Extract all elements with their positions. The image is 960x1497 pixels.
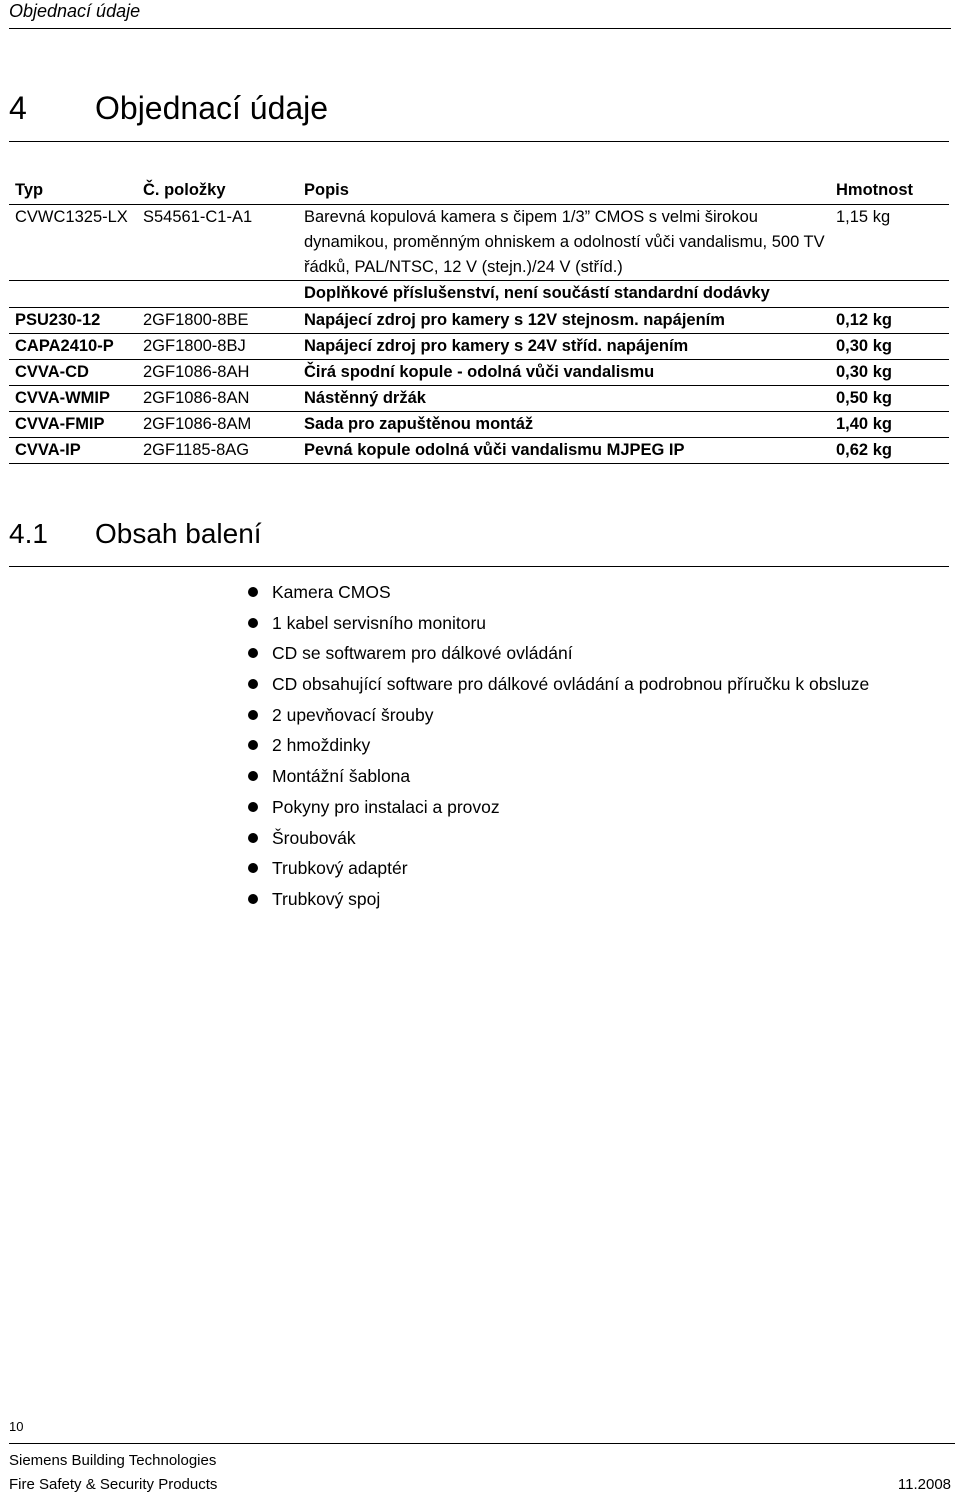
- table-row: [9, 334, 949, 360]
- cell-cislo: 2GF1800-8BE: [137, 308, 298, 334]
- bullet-icon: [248, 618, 258, 628]
- accessories-heading: Doplňkové příslušenství, není součástí standardní dodávky: [298, 281, 949, 308]
- bullet-icon: [248, 833, 258, 843]
- cell-hmotnost: 0,62 kg: [836, 438, 949, 464]
- cell-popis: Nástěnný držák: [298, 386, 836, 412]
- cell-hmotnost: 1,40 kg: [836, 412, 949, 438]
- list-item: [248, 733, 869, 764]
- cell-typ: CVVA-CD: [9, 360, 137, 386]
- bullet-icon: [248, 740, 258, 750]
- cell-typ: CVVA-IP: [9, 438, 137, 464]
- list-item-label: Kamera CMOS: [272, 582, 391, 602]
- section-title: Objednací údaje: [95, 90, 329, 126]
- table-row: [9, 386, 949, 412]
- accessories-heading-row: [9, 281, 949, 308]
- cell-cislo: 2GF1086-8AM: [137, 412, 298, 438]
- bullet-icon: [248, 894, 258, 904]
- section-number: 4: [9, 90, 27, 126]
- cell-hmotnost: 0,30 kg: [836, 334, 949, 360]
- list-item: [248, 856, 869, 887]
- bullet-icon: [248, 863, 258, 873]
- column-header-popis: Popis: [298, 178, 836, 205]
- cell-typ: CVVA-WMIP: [9, 386, 137, 412]
- footer-company: Siemens Building Technologies: [9, 1452, 217, 1469]
- bullet-icon: [248, 802, 258, 812]
- cell-cislo: S54561-C1-A1: [137, 205, 298, 281]
- list-item-label: CD obsahující software pro dálkové ovládání a podrobnou příručku k obsluze: [272, 674, 870, 695]
- cell-hmotnost: 0,30 kg: [836, 360, 949, 386]
- bullet-icon: [248, 710, 258, 720]
- table-row: [9, 308, 949, 334]
- cell-popis: Čirá spodní kopule - odolná vůči vandalismu: [298, 360, 836, 386]
- column-header-cislo: Č. položky: [137, 178, 298, 205]
- cell-cislo: 2GF1800-8BJ: [137, 334, 298, 360]
- list-item-label: 2 hmoždinky: [272, 735, 371, 756]
- bullet-icon: [248, 587, 258, 597]
- cell-popis: Napájecí zdroj pro kamery s 12V stejnosm. napájením: [298, 308, 836, 334]
- subsection-rule: [9, 566, 949, 567]
- cell-typ: CVVA-FMIP: [9, 412, 137, 438]
- table-row: [9, 360, 949, 386]
- subsection-heading: [9, 516, 262, 552]
- running-header: Objednací údaje: [9, 1, 141, 21]
- list-item: [248, 580, 869, 611]
- list-item: [248, 641, 869, 672]
- section-heading: [9, 88, 328, 128]
- cell-popis: Napájecí zdroj pro kamery s 24V stříd. napájením: [298, 334, 836, 360]
- footer-rule: [9, 1443, 955, 1444]
- column-header-typ: Typ: [9, 178, 137, 205]
- list-item-label: Trubkový spoj: [272, 888, 381, 909]
- list-item-label: Šroubovák: [272, 827, 356, 848]
- list-item: [248, 887, 869, 918]
- list-item-label: CD se softwarem pro dálkové ovládání: [272, 643, 573, 664]
- cell-hmotnost: 0,12 kg: [836, 308, 949, 334]
- cell-cislo: 2GF1086-8AN: [137, 386, 298, 412]
- cell-hmotnost: 1,15 kg: [836, 205, 949, 281]
- header-rule: [9, 28, 951, 29]
- cell-typ: CVWC1325-LX: [9, 205, 137, 281]
- bullet-icon: [248, 679, 258, 689]
- cell-hmotnost: 0,50 kg: [836, 386, 949, 412]
- cell-cislo: 2GF1185-8AG: [137, 438, 298, 464]
- cell-popis: Pevná kopule odolná vůči vandalismu MJPEG IP: [298, 438, 836, 464]
- table-row: [9, 438, 949, 464]
- bullet-icon: [248, 771, 258, 781]
- list-item-label: Trubkový adaptér: [272, 858, 408, 879]
- column-header-hmotnost: Hmotnost: [836, 178, 949, 205]
- subsection-title: Obsah balení: [95, 518, 262, 549]
- subsection-number: 4.1: [9, 518, 48, 549]
- list-item: [248, 611, 869, 642]
- footer-date: 11.2008: [897, 1476, 951, 1493]
- table-row-camera: [9, 205, 949, 281]
- list-item-label: Montážní šablona: [272, 766, 411, 787]
- list-item-label: 1 kabel servisního monitoru: [272, 612, 486, 633]
- cell-popis: Sada pro zapuštěnou montáž: [298, 412, 836, 438]
- cell-typ: CAPA2410-P: [9, 334, 137, 360]
- footer-division: Fire Safety & Security Products: [9, 1476, 218, 1493]
- list-item-label: 2 upevňovací šrouby: [272, 704, 434, 725]
- list-item: [248, 795, 869, 826]
- section-rule: [9, 141, 949, 142]
- order-table: [9, 178, 949, 464]
- package-contents-list: [248, 580, 869, 918]
- cell-typ: PSU230-12: [9, 308, 137, 334]
- list-item-label: Pokyny pro instalaci a provoz: [272, 796, 500, 817]
- list-item: [248, 672, 869, 703]
- list-item: [248, 764, 869, 795]
- table-row: [9, 412, 949, 438]
- cell-popis: Barevná kopulová kamera s čipem 1/3” CMOS s velmi širokou dynamikou, proměnným ohniskem a odolností vůči vandalismu, 500 TV řádků, PAL/NTSC, 12 V (stejn.)/24 V (stříd.): [298, 205, 836, 281]
- list-item: [248, 826, 869, 857]
- cell-cislo: 2GF1086-8AH: [137, 360, 298, 386]
- page-number: 10: [9, 1419, 24, 1434]
- table-header-row: [9, 178, 949, 205]
- list-item: [248, 703, 869, 734]
- bullet-icon: [248, 648, 258, 658]
